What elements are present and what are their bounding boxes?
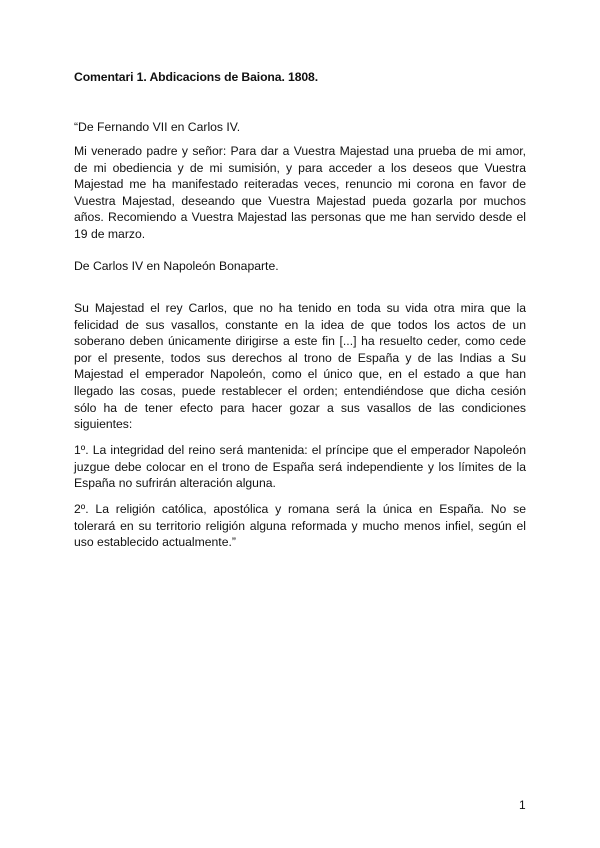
letter-carlos-paragraph: Su Majestad el rey Carlos, que no ha tenido en toda su vida otra mira que la felicidad de sus vasallos, constante en la idea de que todos los actos de un soberano deben únicamente dirigirse a este fin [...] ha resuelto ceder, como cede por el presente, todos sus derechos al trono de España y de las Indias a Su Majestad el emperador Napoleón, como el único que, en el estado a que han llegado las cosas, puede restablecer el orden; entendiéndose que dicha cesión sólo ha de tener efecto para hacer gozar a sus vasallos de las condiciones siguientes: [74, 301, 526, 432]
quote-heading-fernando: “De Fernando VII en Carlos IV. [74, 120, 241, 134]
document-title: Comentari 1. Abdicacions de Baiona. 1808. [74, 70, 319, 84]
quote-heading-carlos: De Carlos IV en Napoleón Bonaparte. [74, 259, 279, 273]
condition-1-paragraph: 1º. La integridad del reino será mantenida: el príncipe que el emperador Napoleón juzgue debe colocar en el trono de España será independiente y los límites de la España no sufrirán alteración alguna. [74, 443, 526, 491]
letter-fernando-paragraph: Mi venerado padre y señor: Para dar a Vuestra Majestad una prueba de mi amor, de mi obediencia y de mi sumisión, y para acceder a los deseos que Vuestra Majestad me ha manifestado reiteradas veces, renuncio mi corona en favor de Vuestra Majestad, deseando que Vuestra Majestad pueda gozarla por muchos años. Recomiendo a Vuestra Majestad las personas que me han servido desde el 19 de marzo. [74, 144, 526, 241]
page-number: 1 [519, 798, 526, 812]
condition-2-paragraph: 2º. La religión católica, apostólica y romana será la única en España. No se tolerará en su territorio religión alguna reformada y mucho menos infiel, según el uso establecido actualmente.” [74, 502, 526, 550]
